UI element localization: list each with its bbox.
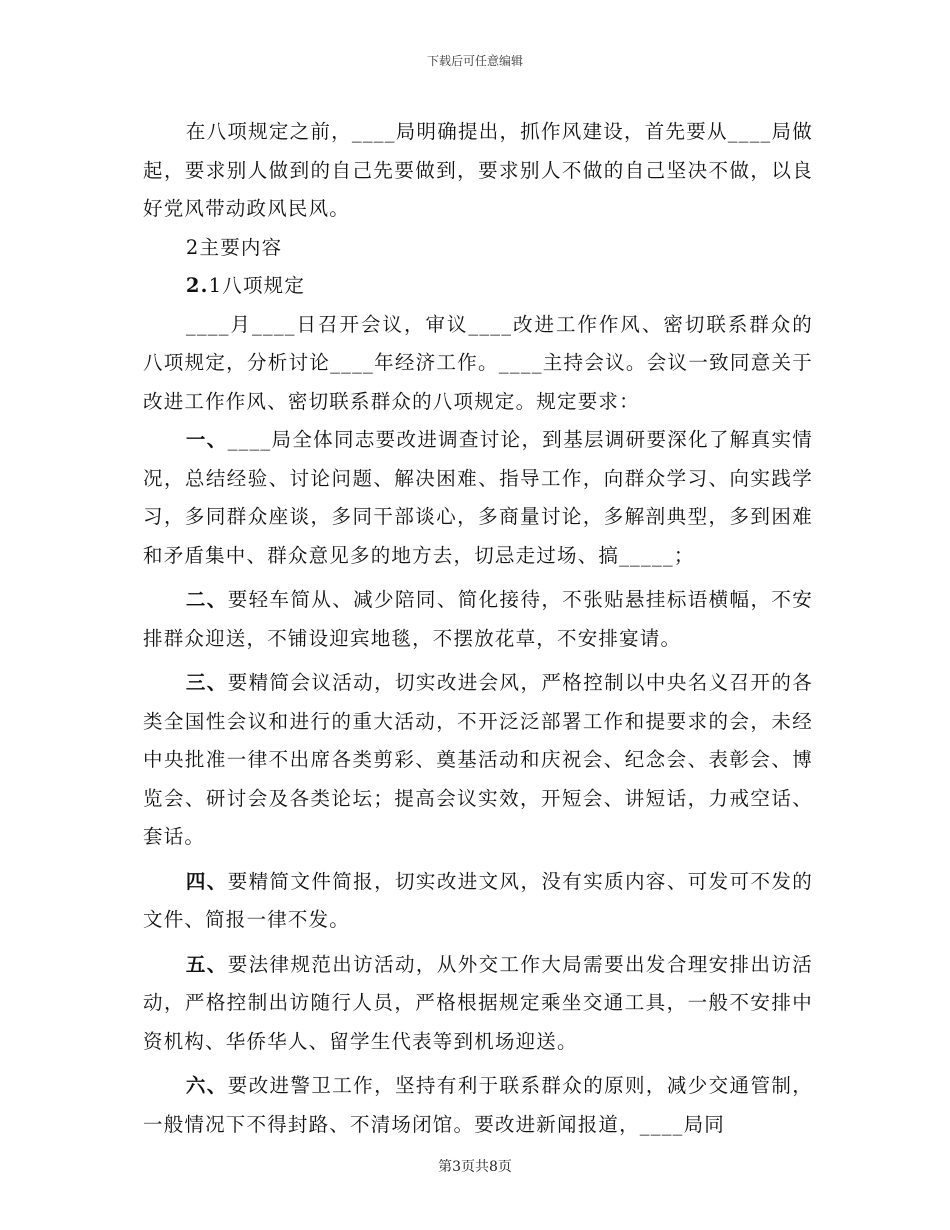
document-body [143,113,813,1144]
paragraph-text: 在八项规定之前，____局明确提出，抓作风建设，首先要从____局做起，要求别人做到的自己先要做到，要求别人不做的自己坚决不做，以良好党风带动政风民风。 [143,120,813,220]
rule-number: 四、 [185,869,228,893]
paragraph-text: ____月____日召开会议，审议____改进工作作风、密切联系群众的八项规定，分析讨论____年经济工作。____主持会议。会议一致同意关于改进工作作风、密切联系群众的八项规定。规定要求： [143,312,813,413]
rule-number: 六、 [185,1074,228,1097]
page-number: 第3页共8页 [438,1159,512,1175]
paragraph-text: 1八项规定 [208,274,306,297]
page-header: 下载后可任意编辑 [426,54,523,68]
paragraph-intro [143,113,813,229]
rule-text: 要轻车简从、减少陪同、简化接待，不张贴悬挂标语横幅，不安排群众迎送，不铺设迎宾地毯，不摆放花草，不安排宴请。 [143,588,813,650]
paragraph-text: 2主要内容 [185,235,283,259]
rule-6 [143,1067,813,1144]
paragraph-lead: 2. [185,274,209,297]
rule-text: ____局全体同志要改进调查讨论，到基层调研要深化了解真实情况，总结经验、讨论问题、解决困难、指导工作，向群众学习、向实践学习，多同群众座谈，多同干部谈心，多商量讨论，多解剖典型，多到困难和矛盾集中、群众意见多的地方去，切忌走过场、搞_____； [143,428,813,567]
rule-4 [143,863,813,940]
rule-3 [143,664,813,857]
rule-text: 要精简会议活动，切实改进会风，严格控制以中央名义召开的各类全国性会议和进行的重大活动，不开泛泛部署工作和提要求的会，未经中央批准一律不出席各类剪彩、奠基活动和庆祝会、纪念会、表彰会、博览会、研讨会及各类论坛；提高会议实效，开短会、讲短话，力戒空话、套话。 [143,671,813,848]
section-heading [143,229,813,268]
rule-number: 一、 [185,428,228,451]
rule-text: 要精简文件简报，切实改进文风，没有实质内容、可发可不发的文件、简报一律不发。 [143,869,813,931]
rule-text: 要法律规范出访活动，从外交工作大局需要出发合理安排出访活动，严格控制出访随行人员，严格根据规定乘坐交通工具，一般不安排中资机构、华侨华人、留学生代表等到机场迎送。 [143,952,813,1053]
rule-text: 要改进警卫工作，坚持有利于联系群众的原则，减少交通管制，一般情况下不得封路、不清场闭馆。要改进新闻报道，____局同 [143,1074,813,1136]
rule-number: 三、 [185,671,228,694]
rule-number: 五、 [185,952,228,976]
paragraph-meeting [143,306,813,422]
rule-2 [143,581,813,658]
subsection-heading [143,267,813,306]
rule-5 [143,946,813,1062]
rule-1 [143,421,813,575]
rule-number: 二、 [185,588,228,611]
